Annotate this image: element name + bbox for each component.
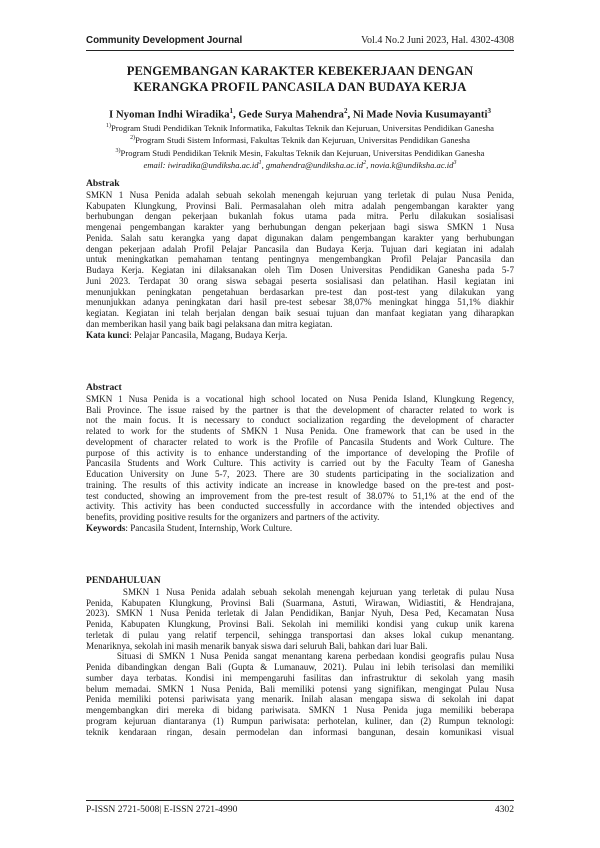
abstract-heading: Abstract	[86, 382, 122, 393]
affiliation-text: Program Studi Pendidikan Teknik Mesin, Fakultas Teknik dan Kejuruan, Universitas Pendidikan Ganesha	[120, 147, 485, 158]
email-link[interactable]: , novia.k@undiksha.ac.id	[366, 160, 454, 171]
text-line: kegiatan. Kegiatan ini telah berjalan dengan baik sesuai tujuan dan manfaat kegiatan yang diharapkan	[86, 308, 514, 318]
running-header	[86, 34, 514, 51]
author-sup: 3	[487, 107, 492, 115]
email-label: email:	[143, 160, 166, 171]
text-line: mengenai pengembangan karakter yang berhubungan dengan pekerjaan bagi siswa SMKN 1 Nusa	[86, 222, 514, 232]
title-line: PENGEMBANGAN KARAKTER KEBEKERJAAN DENGAN	[126, 64, 474, 78]
abstrak-heading: Abstrak	[86, 178, 120, 189]
text-line: related to work for the students of SMKN 1 Nusa Penida. One framework that can be used in the	[86, 426, 514, 436]
affiliation-line	[80, 121, 520, 133]
text-line: Budaya Kerja. Kegiatan ini dilaksanakan oleh Tim Dosen Universitas Pendidikan Ganesha pada 5-7	[86, 265, 514, 275]
text-line: dengan pekerjaan adalah Profil Pelajar Pancasila dan Budaya Kerja. Tujuan dari kegiatan ini adalah	[86, 243, 514, 254]
text-line: Penida, Kabupaten Klungkung, Provinsi Bali (Suarmana, Astuti, Wirawan, Widiastiti, & Hendrajana,	[86, 597, 514, 608]
affiliations	[80, 121, 520, 171]
text-line: Kabupaten Klungkung, Provinsi Bali. Permasalahan oleh mitra adalah pengembangan karakter yang	[86, 200, 514, 211]
text-line: 2023). SMKN 1 Nusa Penida terletak di Jalan Pendidikan, Banjar Nyuh, Desa Ped, Kecamatan Nusa	[86, 608, 514, 619]
text-line: not the main focus. It is necessary to conduct socialization regarding the development of character	[86, 415, 514, 426]
abstract-section	[86, 383, 514, 534]
affiliation-line	[80, 133, 520, 145]
affiliation-line	[80, 146, 520, 158]
keywords	[86, 523, 514, 534]
text-line: purpose of this activity is to enhance understanding of the importance of developing the Profile of	[86, 447, 514, 458]
keywords-label: Keywords	[86, 522, 126, 533]
text-line: training. The results of this activity indicate an increase in knowledge based on the pre-test and post-	[86, 479, 514, 490]
author-sup: 2	[343, 107, 348, 115]
email-sup: 1	[258, 160, 262, 167]
author-list	[80, 107, 520, 121]
text-line: Penida dibandingkan dengan Bali (Gupta & Lumanauw, 2021). Pulau ini lebih terisolasi dan memiliki	[86, 662, 514, 672]
keywords-text: : Pancasila Student, Internship, Work Culture.	[125, 522, 293, 533]
abstrak-body	[86, 190, 514, 330]
paper-title	[90, 64, 510, 95]
text-line: program kejuruan diantaranya (1) Rumpun pariwisata: perhotelan, kuliner, dan (2) Rumpun teknologi:	[86, 715, 514, 726]
text-line: SMKN 1 Nusa Penida adalah sebuah sekolah menengah kejuruan yang terletak di pulau Nusa Penida,	[86, 189, 514, 200]
text-line: SMKN 1 Nusa Penida is a vocational high school located on Nusa Penida Island, Klungkung Regency,	[86, 393, 514, 404]
text-line: benefits, providing positive results for the organizers and partners of the activity.	[86, 512, 380, 522]
page-number: 4302	[494, 804, 514, 815]
kata-kunci-label: Kata kunci	[86, 329, 130, 340]
text-line: Penida, Kabupaten Klungkung, Provinsi Bali. Sekolah ini memiliki kondisi yang cukup unik karena	[86, 619, 514, 629]
abstract-body	[86, 394, 514, 523]
affiliation-sup: 1)	[106, 123, 111, 129]
text-line: test conducted, showing an improvement from the pre-test result of 38.07% to 51,1% at the end of the	[86, 490, 514, 501]
text-line: development of character related to work is the Profile of Pancasila Students and Work Culture. The	[86, 436, 514, 447]
volume-info: Vol.4 No.2 Juni 2023, Hal. 4302-4308	[361, 35, 514, 46]
text-line: berhubungan dengan pekerjaan bukanlah fokus utama pada mitra. Perlu dilakukan sosialisasi	[86, 211, 514, 222]
author-sup: 1	[229, 107, 233, 115]
text-line: Juni 2023. Terdapat 30 orang siswa sebagai peserta sosialisasi dan pelatihan. Hasil kegiatan ini	[86, 275, 514, 286]
text-line: belum memadai. SMKN 1 Nusa Penida, Bali memiliki potensi yang signifikan, mengingat Pulau Nusa	[86, 683, 514, 694]
text-line: Pancasila Students and Work Culture. This activity is carried out by the Faculty Team of Ganesha	[86, 458, 514, 469]
text-line: menunjukkan peningkatan pengetahuan berdasarkan pre-test dan post-test yang dilakukan yang	[86, 286, 514, 297]
author-name: , Ni Made Novia Kusumayanti	[347, 108, 488, 121]
affiliation-sup: 2)	[130, 135, 136, 142]
text-line: Penida memiliki potensi pariwisata yang menarik. Inilah alasan mengapa siswa di sekolah ini dapat	[86, 694, 514, 705]
text-line: Bali Province. The issue raised by the partner is that the development of character related to work is	[86, 404, 514, 415]
email-link[interactable]: , gmahendra@undiksha.ac.id	[261, 160, 364, 171]
text-line: Menariknya, sekolah ini masih menarik banyak siswa dari seluruh Bali, bahkan dari luar Bali.	[86, 640, 428, 651]
text-line: sumber daya terbatas. Kondisi ini mempengaruhi fasilitas dan infrastruktur di sekolah yang masih	[86, 672, 514, 683]
text-line: menunjukkan adanya peningkatan dari hasil pre-test sebesar 38,07% meningkat hingga 51,1% diakhir	[86, 297, 514, 308]
email-line	[80, 158, 520, 170]
issn: P-ISSN 2721-5008| E-ISSN 2721-4990	[86, 804, 238, 815]
text-line: SMKN 1 Nusa Penida adalah sebuah sekolah menengah kejuruan yang terletak di pulau Nusa	[86, 586, 514, 597]
abstrak-section	[86, 179, 514, 340]
email-link[interactable]: iwiradika@undiksha.ac.id	[167, 160, 259, 171]
email-sup: 3	[453, 160, 457, 167]
page-footer	[86, 800, 514, 815]
text-line: Penida. Salah satu kerangka yang dapat digunakan dalam pengembangan karakter yang berhubungan	[86, 232, 514, 243]
text-line: teknik kendaraan ringan, desain permodelan dan informasi bangunan, desain komunikasi visual	[86, 726, 514, 737]
kata-kunci-text: : Pelajar Pancasila, Magang, Budaya Kerja.	[129, 329, 288, 340]
text-line: activity. This activity has been conducted successfully in accordance with the intended objectives and	[86, 501, 514, 512]
author-name: I Nyoman Indhi Wiradika	[108, 108, 230, 121]
affiliation-text: Program Studi Sistem Informasi, Fakultas Teknik dan Kejuruan, Universitas Pendidikan Ganesha	[135, 135, 470, 146]
email-sup: 2	[363, 160, 367, 167]
affiliation-text: Program Studi Pendidikan Teknik Informatika, Fakultas Teknik dan Kejuruan, Universitas Pendidikan Ganesha	[111, 122, 494, 133]
text-line: terletak di pulau yang relatif terpencil, sehingga transportasi dan akses lokal cukup menantang.	[86, 629, 514, 640]
kata-kunci	[86, 330, 514, 341]
author-name: , Gede Surya Mahendra	[232, 108, 344, 121]
text-line: untuk meningkatkan pemahaman tentang pentingnya mengembangkan Profil Pelajar Pancasila dan	[86, 254, 514, 265]
text-line: Education University on June 5-7, 2023. There are 30 students participating in the socialization and	[86, 469, 514, 479]
affiliation-sup: 3)	[115, 147, 121, 154]
pendahuluan-section	[86, 576, 514, 737]
pendahuluan-heading: PENDAHULUAN	[86, 575, 161, 586]
title-line: KERANGKA PROFIL PANCASILA DAN BUDAYA KERJA	[133, 79, 467, 94]
text-line: Situasi di SMKN 1 Nusa Penida sangat menantang karena perbedaan kondisi geografis pulau Nusa	[86, 651, 514, 662]
pendahuluan-body	[86, 587, 514, 738]
text-line: mengembangkan diri mereka di bidang pariwisata. SMKN 1 Nusa Penida juga memiliki beberapa	[86, 705, 514, 715]
journal-name: Community Development Journal	[86, 35, 243, 46]
text-line: dan memberikan hasil yang baik bagi pelaksana dan mitra kegiatan.	[86, 318, 333, 329]
